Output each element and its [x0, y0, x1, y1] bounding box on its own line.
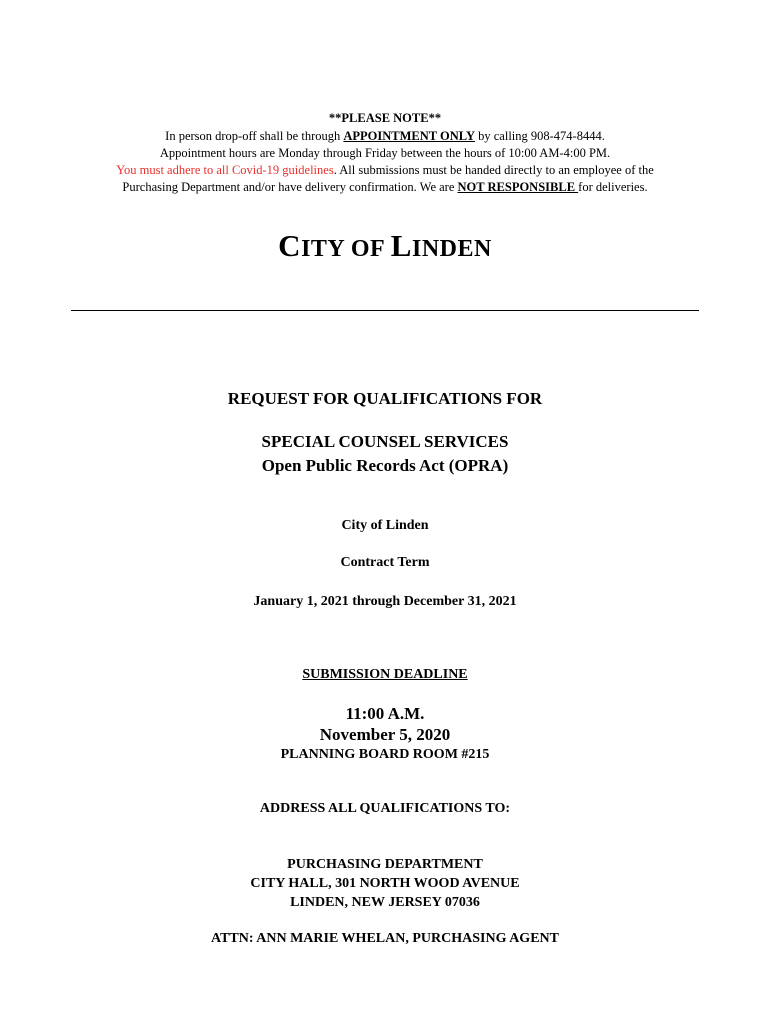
deadline-location: PLANNING BOARD ROOM #215 [280, 747, 490, 762]
rfq-heading: REQUEST FOR QUALIFICATIONS FOR [227, 389, 543, 408]
address-city: LINDEN, NEW JERSEY 07036 [290, 895, 480, 910]
title-divider [71, 310, 699, 311]
notice-line-1-pre: In person drop-off shall be through [165, 129, 344, 143]
appointment-only-text: APPOINTMENT ONLY [343, 129, 475, 143]
rfq-service: SPECIAL COUNSEL SERVICES [261, 432, 509, 451]
notice-line-1 [0, 128, 770, 145]
address-heading: ADDRESS ALL QUALIFICATIONS TO: [259, 801, 511, 816]
notice-line-4-post: for deliveries. [578, 180, 648, 194]
title-cap-c: C [278, 228, 302, 263]
title-cap-l: L [390, 228, 412, 263]
address-dept: PURCHASING DEPARTMENT [287, 857, 483, 872]
notice-line-2: Appointment hours are Monday through Friday between the hours of 10:00 AM-4:00 PM. [159, 146, 611, 160]
submission-deadline-label: SUBMISSION DEADLINE [302, 667, 468, 682]
notice-line-3-post: . All submissions must be handed directly to an employee of the [333, 163, 654, 177]
deadline-time: 11:00 A.M. [345, 704, 425, 723]
title-rest-1: ITY OF [301, 236, 391, 262]
notice-heading: **PLEASE NOTE** [328, 111, 442, 125]
title-rest-2: INDEN [411, 236, 492, 262]
address-street: CITY HALL, 301 NORTH WOOD AVENUE [250, 876, 520, 891]
contract-term-dates: January 1, 2021 through December 31, 2021 [253, 594, 517, 609]
contract-entity: City of Linden [341, 518, 429, 533]
notice-line-1-post: by calling 908-474-8444. [475, 129, 605, 143]
covid-guidelines-text: You must adhere to all Covid-19 guidelines [116, 163, 334, 177]
notice-line-4 [0, 179, 770, 196]
not-responsible-text: NOT RESPONSIBLE [457, 180, 579, 194]
notice-line-4-pre: Purchasing Department and/or have delivery confirmation. We are [122, 180, 458, 194]
page-title [0, 228, 770, 264]
rfq-subtitle: Open Public Records Act (OPRA) [261, 456, 509, 475]
deadline-date: November 5, 2020 [319, 725, 451, 744]
contract-term-label: Contract Term [340, 555, 430, 570]
address-attn: ATTN: ANN MARIE WHELAN, PURCHASING AGENT [211, 931, 559, 946]
notice-line-3 [0, 162, 770, 179]
